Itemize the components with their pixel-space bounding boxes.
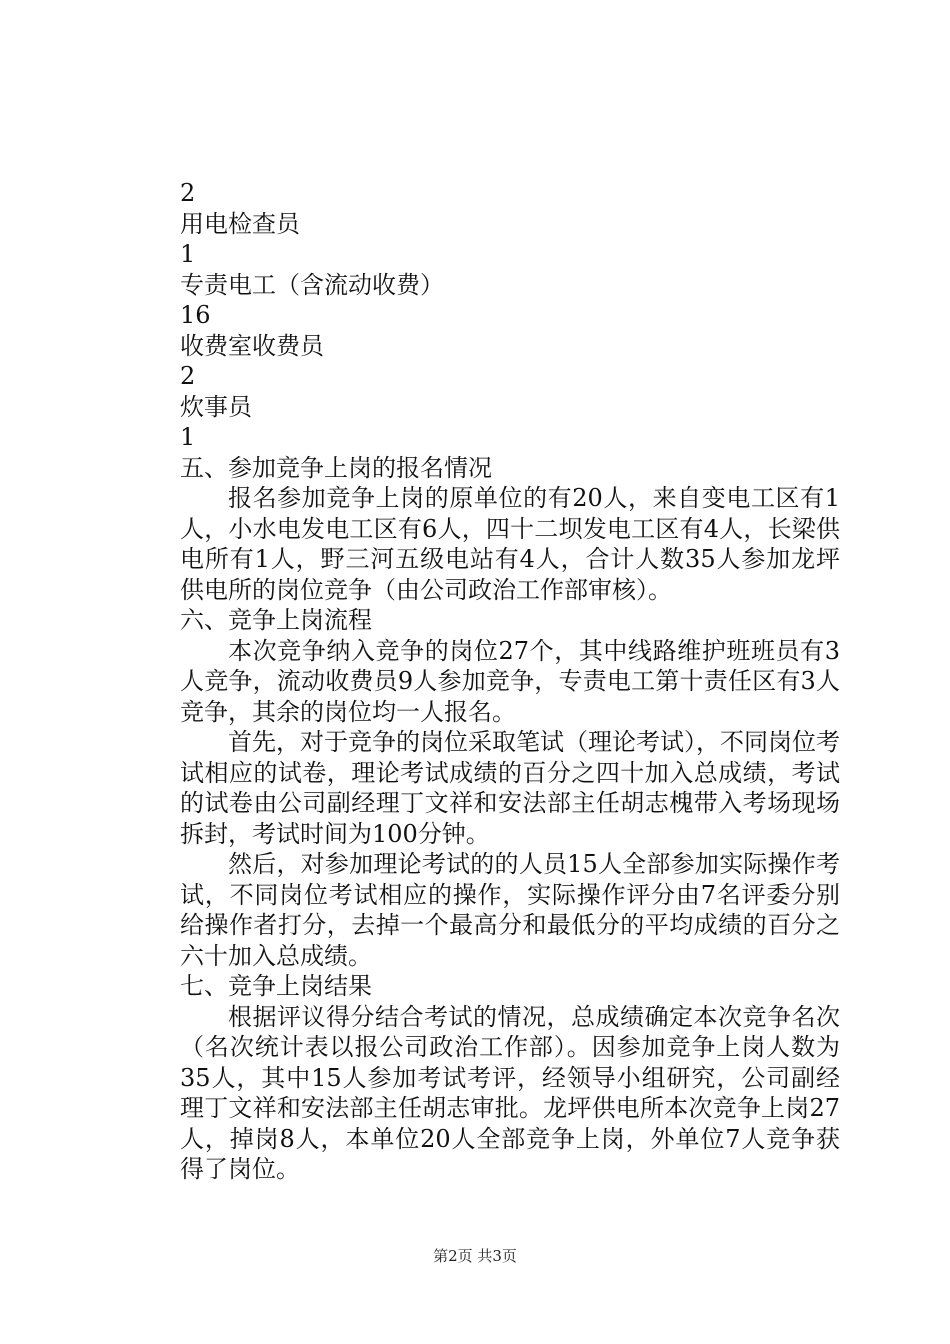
section-paragraph: 根据评议得分结合考试的情况，总成绩确定本次竞争名次（名次统计表以报公司政治工作部）。因参加竞争上岗人数为35人，其中15人参加考试考评，经领导小组研究，公司副经理丁文祥和安法部主任胡志审批。龙坪供电所本次竞争上岗27人，掉岗8人，本单位20人全部竞争上岗，外单位7人竞争获得了岗位。	[180, 1002, 840, 1183]
list-item: 收费室收费员	[180, 331, 324, 360]
section-heading: 五、参加竞争上岗的报名情况	[180, 453, 492, 482]
list-item: 用电检查员	[180, 209, 300, 238]
page-footer: 第2页 共3页	[433, 1247, 517, 1265]
section-6	[180, 605, 840, 971]
section-5	[180, 453, 840, 606]
list-item: 1	[180, 423, 196, 451]
list-item: 专责电工（含流动收费）	[180, 270, 444, 299]
section-7	[180, 971, 840, 1185]
list-item: 1	[180, 240, 196, 268]
section-paragraph: 报名参加竞争上岗的原单位的有20人，来自变电工区有1人，小水电发电工区有6人，四十二坝发电工区有4人，长梁供电所有1人，野三河五级电站有4人，合计人数35人参加龙坪供电所的岗位竞争（由公司政治工作部审核）。	[180, 484, 840, 604]
list-item: 2	[180, 179, 196, 207]
section-paragraph: 本次竞争纳入竞争的岗位27个，其中线路维护班班员有3人竞争，流动收费员9人参加竞争，专责电工第十责任区有3人竞争，其余的岗位均一人报名。	[180, 636, 840, 726]
section-heading: 六、竞争上岗流程	[180, 606, 372, 634]
document-body	[180, 178, 840, 1185]
list-item: 2	[180, 362, 196, 390]
section-heading: 七、竞争上岗结果	[180, 972, 372, 1000]
position-count-list	[180, 178, 840, 453]
section-paragraph: 然后，对参加理论考试的的人员15人全部参加实际操作考试，不同岗位考试相应的操作，实际操作评分由7名评委分别给操作者打分，去掉一个最高分和最低分的平均成绩的百分之六十加入总成绩。	[180, 850, 840, 970]
list-item: 16	[180, 301, 211, 329]
section-paragraph: 首先，对于竞争的岗位采取笔试（理论考试），不同岗位考试相应的试卷，理论考试成绩的百分之四十加入总成绩，考试的试卷由公司副经理丁文祥和安法部主任胡志槐带入考场现场拆封，考试时间为100分钟。	[180, 728, 840, 848]
list-item: 炊事员	[180, 392, 252, 421]
